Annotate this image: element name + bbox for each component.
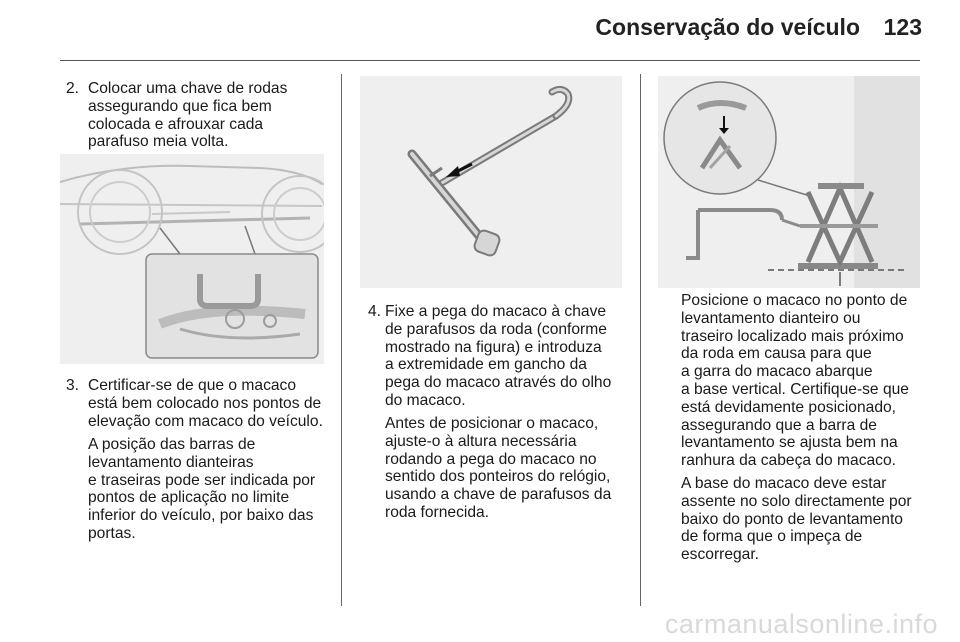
- paragraph-line: levantamento se ajusta bem na: [681, 434, 898, 452]
- paragraph-line: da roda em causa para que: [681, 345, 872, 363]
- note-line: levantamento dianteiras: [88, 453, 254, 471]
- watermark: carmanualsonline.info: [664, 609, 938, 639]
- paragraph-line: traseiro localizado mais próximo: [681, 327, 904, 345]
- step-4-note: [385, 415, 611, 522]
- paragraph-line: baixo do ponto de levantamento: [681, 510, 903, 528]
- paragraph-line: assegurando que a barra de: [681, 416, 877, 434]
- note-line: sentido dos ponteiros do relógio,: [385, 468, 611, 486]
- step-3-note: [88, 436, 315, 543]
- note-line: ajuste-o à altura necessária: [385, 432, 577, 450]
- note-line: inferior do veículo, por baixo das: [88, 507, 314, 525]
- step-2-line: Colocar uma chave de rodas: [88, 80, 288, 97]
- step-2-line: colocada e afrouxar cada: [88, 115, 264, 133]
- note-line: rodando a pega do macaco no: [385, 450, 597, 468]
- step-2-line: parafuso meia volta.: [88, 133, 229, 151]
- paragraph-line: a garra do macaco abarque: [681, 363, 873, 381]
- note-line: usando a chave de parafusos da: [385, 486, 612, 504]
- paragraph-line: A base do macaco deve estar: [681, 475, 887, 492]
- paragraph-line: Posicione o macaco no ponto de: [681, 292, 908, 309]
- column-divider-1: [341, 74, 342, 606]
- step-4-line: a extremidade em gancho da: [385, 356, 587, 374]
- note-line: roda fornecida.: [385, 503, 490, 521]
- step-3-text: [88, 377, 323, 430]
- step-4-line: do macaco.: [385, 391, 466, 409]
- note-line: A posição das barras de: [88, 436, 256, 453]
- step-2-number: 2.: [66, 80, 80, 97]
- paragraph-line: levantamento dianteiro ou: [681, 309, 861, 327]
- paragraph-line: assente no solo directamente por: [681, 492, 912, 510]
- step-3-line: elevação com macaco do veículo.: [88, 412, 323, 430]
- paragraph-line: ranhura da cabeça do macaco.: [681, 452, 896, 470]
- step-2-line: assegurando que fica bem: [88, 97, 272, 115]
- step-4-line: Fixe a pega do macaco à chave: [385, 303, 607, 320]
- paragraph-line: a base vertical. Certifique-se que: [681, 380, 909, 398]
- step-2-text: [88, 80, 287, 151]
- page-number: 123: [883, 14, 922, 40]
- step-4-number: 4.: [368, 303, 382, 320]
- column-divider-2: [640, 74, 641, 606]
- step-4-text: [385, 303, 611, 410]
- header-divider: [60, 60, 920, 61]
- step-3-number: 3.: [66, 377, 80, 394]
- note-line: Antes de posicionar o macaco,: [385, 415, 599, 432]
- note-line: pontos de aplicação no limite: [88, 489, 290, 507]
- step-4-line: de parafusos da roda (conforme: [385, 320, 607, 338]
- step-4-line: pega do macaco através do olho: [385, 374, 612, 392]
- note-line: portas.: [88, 524, 136, 542]
- paragraph-line: escorregar.: [681, 546, 760, 564]
- jack-positioning-paragraph: [681, 292, 909, 470]
- jack-handle-wrench-figure: [360, 76, 622, 288]
- step-3-line: Certificar-se de que o macaco: [88, 377, 297, 394]
- jack-base-paragraph: [681, 475, 912, 564]
- paragraph-line: está devidamente posicionado,: [681, 398, 896, 416]
- jack-positioning-figure: [658, 76, 920, 288]
- step-4-line: mostrado na figura) e introduza: [385, 338, 602, 356]
- note-line: e traseiras pode ser indicada por: [88, 471, 316, 489]
- step-3-line: está bem colocado nos pontos de: [88, 394, 322, 412]
- paragraph-line: de forma que o impeça de: [681, 528, 863, 546]
- page-title: Conservação do veículo: [595, 14, 860, 40]
- car-jacking-point-figure: [60, 154, 324, 364]
